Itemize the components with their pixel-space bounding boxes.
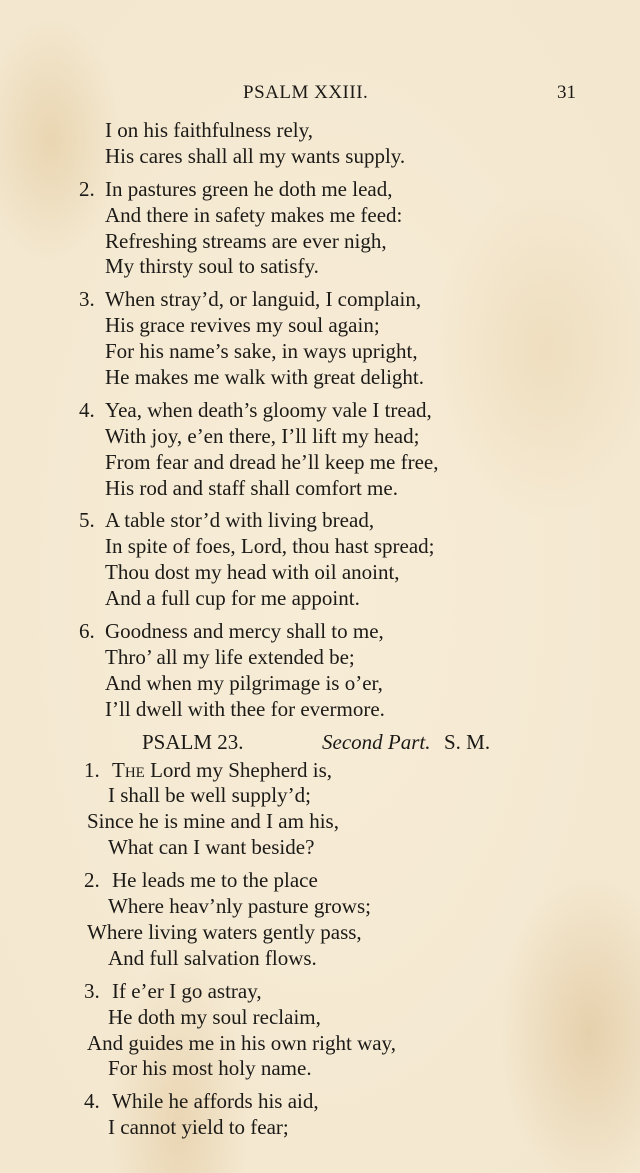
verse-line-words: Lord my Shepherd is, [150,757,333,782]
stanza-number: 3. [84,978,100,1003]
verse-line [0,1089,640,1115]
verse-line [0,645,640,671]
verse-line-words: Yea, when death’s gloomy vale I tread, [105,397,432,422]
verse-line-text [105,287,421,313]
verse-first-word: The [112,757,145,782]
verse-line-words: His rod and staff shall comfort me. [105,475,398,500]
verse-line-words: He leads me to the place [112,868,318,893]
verse-line-words: If e’er I go astray, [112,978,262,1003]
verse-line-words: Refreshing streams are ever nigh, [105,228,387,253]
verse-line-words: And guides me in his own right way, [87,1030,396,1055]
verse-line-text [105,365,424,391]
verse-line-words: Thro’ all my life extended be; [105,644,355,669]
verse-line-words: He makes me walk with great delight. [105,365,424,390]
verse-line-words: Thou dost my head with oil anoint, [105,560,400,585]
verse-line-text [105,118,313,144]
page-number: 31 [557,82,576,103]
verse-line-words: I on his faithfulness rely, [105,118,314,142]
part-heading-subtitle: Second Part. [322,729,431,754]
stanza [0,868,640,972]
verse-line-words: Since he is mine and I am his, [87,809,339,834]
verse-line [0,365,640,391]
verse-line-text [105,424,419,450]
verse-line-words: He doth my soul reclaim, [108,1004,321,1029]
verse-line-words: With joy, e’en there, I’ll lift my head; [105,423,420,448]
verse-line-words: What can I want beside? [108,835,315,860]
verse-line-text [108,894,371,920]
verse-line-text [105,398,432,424]
verse-line [0,398,640,424]
verse-line-text [105,645,355,671]
verse-line-text [105,339,418,365]
psalm-23-first-part [0,118,640,723]
verse-line-text [105,671,383,697]
verse-line-text [112,868,318,894]
verse-line-words: I shall be well supply’d; [108,783,311,808]
verse-line [0,450,640,476]
stanza-number: 2. [84,868,100,893]
stanza [0,979,640,1083]
stanza-number: 5. [79,508,95,533]
verse-line-text [108,1056,312,1082]
verse-line-words: While he affords his aid, [112,1089,319,1114]
psalm-23-second-part [0,758,640,1141]
verse-line-words: My thirsty soul to satisfy. [105,254,319,279]
verse-line [0,1115,640,1141]
stanza-number: 3. [79,287,95,312]
verse-line [0,508,640,534]
verse-line [0,979,640,1005]
verse-line-words: Where living waters gently pass, [87,919,362,944]
verse-line [0,783,640,809]
verse-line-words: And a full cup for me appoint. [105,586,360,611]
verse-line-words: In pastures green he doth me lead, [105,176,393,201]
verse-line-text [108,1005,321,1031]
verse-line-text [87,920,362,946]
verse-line-words: And full salvation flows. [108,945,317,970]
verse-line [0,287,640,313]
verse-line-words: When stray’d, or languid, I complain, [105,287,422,312]
verse-line-text [108,835,314,861]
verse-line-text [105,254,319,280]
verse-line [0,1005,640,1031]
stanza-number: 4. [79,397,95,422]
verse-line [0,1031,640,1057]
verse-line-words: Goodness and mercy shall to me, [105,619,384,644]
stanza [0,619,640,723]
verse-line [0,697,640,723]
part-heading [0,727,640,757]
verse-line [0,758,640,784]
stanza [0,398,640,502]
verse-line [0,203,640,229]
verse-line [0,339,640,365]
verse-line [0,144,640,170]
verse-line-text [87,1031,396,1057]
verse-line [0,476,640,502]
stanza [0,177,640,281]
stanza [0,508,640,612]
verse-line-text [105,313,380,339]
verse-line [0,920,640,946]
verse-line [0,177,640,203]
verse-line-text [105,586,360,612]
verse-line-text [105,619,384,645]
verse-line-text [105,177,392,203]
stanza-number: 2. [79,176,95,201]
verse-line-text [105,534,435,560]
verse-line-words: And there in safety makes me feed: [105,202,403,227]
verse-line [0,586,640,612]
hymn-text [0,118,640,1148]
verse-line [0,254,640,280]
verse-line [0,424,640,450]
verse-line-text [105,229,387,255]
verse-line [0,118,640,144]
verse-line [0,1056,640,1082]
verse-line-words: I’ll dwell with thee for evermore. [105,696,385,721]
verse-line-words: His cares shall all my wants supply. [105,143,406,168]
verse-line-text [87,809,339,835]
verse-line [0,894,640,920]
verse-line [0,229,640,255]
verse-line [0,671,640,697]
verse-line-text [105,450,439,476]
verse-line-text [108,1115,289,1141]
verse-line-text [112,1089,319,1115]
verse-line-words: For his name’s sake, in ways upright, [105,339,418,364]
verse-line-text [108,783,311,809]
verse-line-words: For his most holy name. [108,1056,312,1081]
stanza-number: 4. [84,1089,100,1114]
verse-line [0,534,640,560]
part-heading-meter: S. M. [444,729,491,754]
verse-line [0,619,640,645]
stanza [0,758,640,862]
running-title: PSALM XXIII. [243,82,369,103]
verse-line [0,946,640,972]
verse-line-text [112,758,332,784]
verse-line-words: And when my pilgrimage is o’er, [105,670,383,695]
verse-line [0,560,640,586]
verse-line-text [105,203,402,229]
verse-line-text [112,979,262,1005]
verse-line-text [105,508,374,534]
verse-line [0,868,640,894]
verse-line-words: In spite of foes, Lord, thou hast spread; [105,534,435,559]
verse-line-text [105,560,400,586]
verse-line [0,313,640,339]
verse-line-words: His grace revives my soul again; [105,313,380,338]
part-heading-title: PSALM 23. [142,729,244,754]
stanza-number: 6. [79,619,95,644]
verse-line-words: From fear and dread he’ll keep me free, [105,449,439,474]
stanza-number: 1. [84,757,100,782]
verse-line-text [105,697,385,723]
stanza [0,287,640,391]
verse-line-words: I cannot yield to fear; [108,1115,289,1140]
verse-line-words: Where heav’nly pasture grows; [108,894,371,919]
verse-line-text [105,476,398,502]
page-header [0,82,640,110]
verse-line [0,835,640,861]
stanza [0,118,640,170]
verse-line-text [108,946,317,972]
verse-line-text [105,144,405,170]
verse-line [0,809,640,835]
stanza [0,1089,640,1141]
verse-line-words: A table stor’d with living bread, [105,508,375,533]
